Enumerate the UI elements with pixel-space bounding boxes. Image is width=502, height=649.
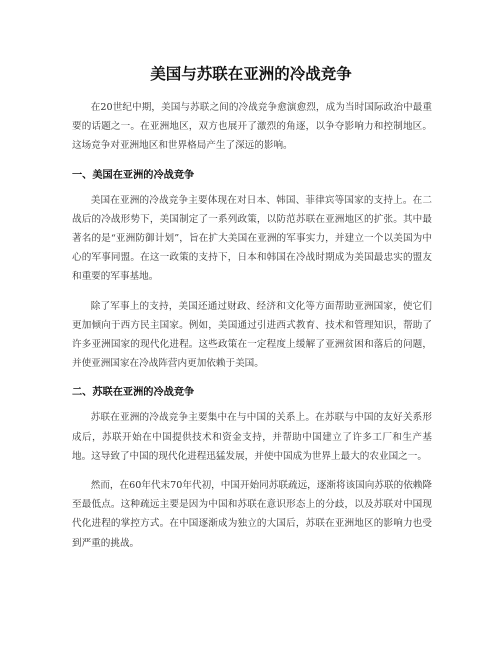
section-heading-ussr: 二、苏联在亚洲的冷战竞争 [72, 387, 195, 399]
section-us-paragraph-1: 美国在亚洲的冷战竞争主要体现在对日本、韩国、菲律宾等国家的支持上。在二战后的冷战形势下，美国制定了一系列政策，以防范苏联在亚洲地区的扩张。其中最著名的是“亚洲防御计划”，旨在扩大美国在亚洲的军事实力，并建立一个以美国为中心的军事同盟。在这一政策的支持下，日本和韩国在冷战时期成为美国最忠实的盟友和重要的军事基地。 [72, 194, 432, 283]
section-heading-us: 一、美国在亚洲的冷战竞争 [72, 169, 195, 181]
section-us-paragraph-2: 除了军事上的支持，美国还通过财政、经济和文化等方面帮助亚洲国家，使它们更加倾向于西方民主国家。例如，美国通过引进西式教育、技术和管理知识，帮助了许多亚洲国家的现代化进程。这些政策在一定程度上缓解了亚洲贫困和落后的问题，并使亚洲国家在冷战阵营内更加依赖于美国。 [72, 300, 432, 370]
document-body [72, 98, 432, 563]
intro-paragraph: 在20世纪中期，美国与苏联之间的冷战竞争愈演愈烈，成为当时国际政治中最重要的话题之一。在亚洲地区，双方也展开了激烈的角逐，以争夺影响力和控制地区。这场竞争对亚洲地区和世界格局产生了深远的影响。 [72, 102, 432, 152]
section-ussr-paragraph-2: 然而，在60年代末70年代初，中国开始同苏联疏远，逐渐将该国向苏联的依赖降至最低点。这种疏远主要是因为中国和苏联在意识形态上的分歧，以及苏联对中国现代化进程的掌控方式。在中国逐渐成为独立的大国后，苏联在亚洲地区的影响力也受到严重的挑战。 [72, 480, 432, 549]
document-title: 美国与苏联在亚洲的冷战竞争 [150, 65, 352, 83]
section-ussr-paragraph-1: 苏联在亚洲的冷战竞争主要集中在与中国的关系上。在苏联与中国的友好关系形成后，苏联开始在中国提供技术和资金支持，并帮助中国建立了许多工厂和生产基地。这导致了中国的现代化进程迅猛发展，并使中国成为世界上最大的农业国之一。 [72, 412, 432, 462]
